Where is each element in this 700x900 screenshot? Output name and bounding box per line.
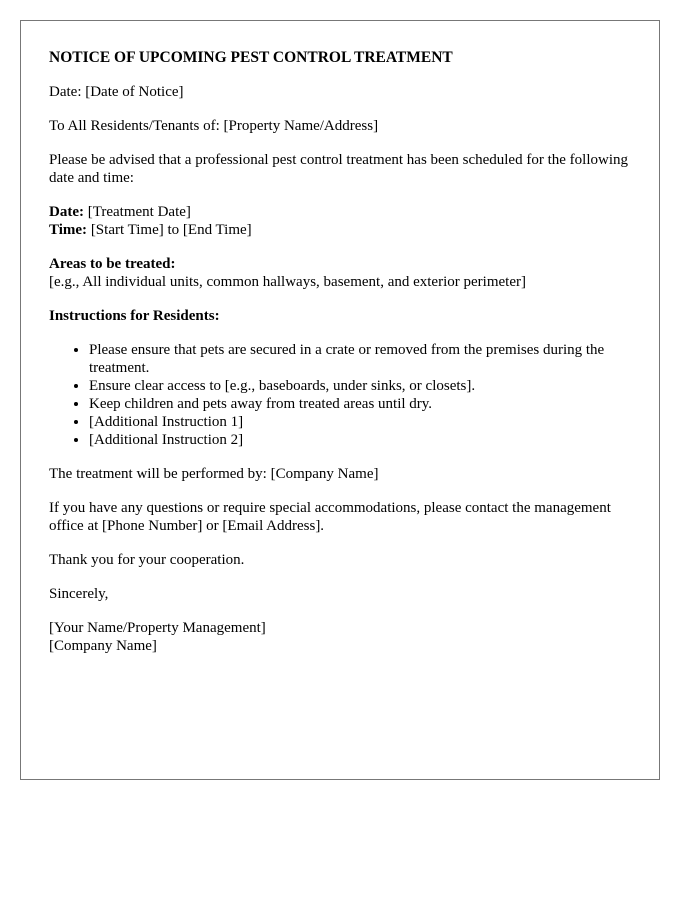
list-item: • Keep children and pets away from treated areas until dry. — [89, 395, 631, 413]
treatment-date-value: [Treatment Date] — [83, 204, 191, 220]
list-item: • [Additional Instruction 1] — [89, 413, 631, 431]
treatment-areas — [49, 255, 631, 291]
treatment-schedule — [49, 203, 631, 239]
areas-label: Areas to be treated: — [49, 256, 176, 272]
signature-name: [Your Name/Property Management] — [49, 620, 266, 636]
thank-you: Thank you for your cooperation. — [49, 552, 245, 568]
contact-info: If you have any questions or require special accommodations, please contact the management office at [Phone Number] or [Email Address]. — [49, 500, 611, 534]
performed-by: The treatment will be performed by: [Company Name] — [49, 466, 379, 482]
instructions-label: Instructions for Residents: — [49, 308, 220, 324]
list-item: • [Additional Instruction 2] — [89, 431, 631, 449]
treatment-time-label: Time: — [49, 222, 88, 238]
signature-block — [49, 619, 631, 655]
treatment-date-label: Date: — [49, 204, 84, 220]
list-item: • Please ensure that pets are secured in a crate or removed from the premises during the treatment. — [89, 341, 631, 377]
notice-intro: Please be advised that a professional pest control treatment has been scheduled for the following date and time: — [49, 152, 628, 186]
instructions-list — [49, 341, 631, 449]
instructions-heading — [49, 307, 631, 325]
list-item: • Ensure clear access to [e.g., baseboards, under sinks, or closets]. — [89, 377, 631, 395]
areas-value: [e.g., All individual units, common hallways, basement, and exterior perimeter] — [49, 274, 526, 290]
notice-document — [20, 20, 660, 780]
signature-company: [Company Name] — [49, 638, 157, 654]
closing: Sincerely, — [49, 586, 109, 602]
notice-recipients: To All Residents/Tenants of: [Property Name/Address] — [49, 118, 379, 134]
notice-date: Date: [Date of Notice] — [49, 84, 184, 100]
notice-title: NOTICE OF UPCOMING PEST CONTROL TREATMENT — [49, 49, 453, 66]
treatment-time-value: [Start Time] to [End Time] — [87, 222, 252, 238]
